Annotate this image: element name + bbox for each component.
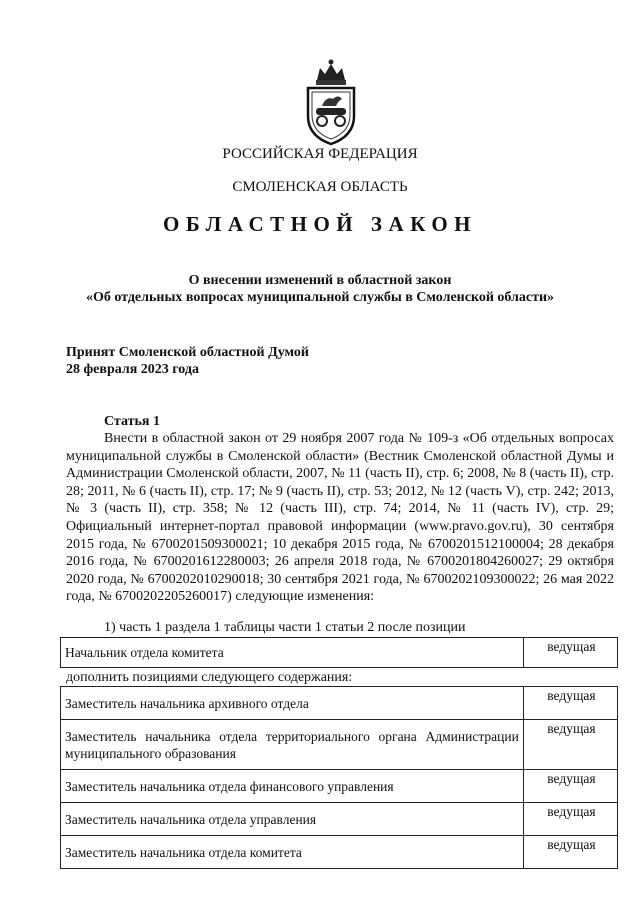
position-level: ведущая <box>523 638 617 668</box>
addition-intro: дополнить позициями следующего содержания: <box>66 670 353 685</box>
smolensk-coat-of-arms-icon <box>300 58 362 148</box>
adopted-date: 28 февраля 2023 года <box>66 362 199 377</box>
position-level: ведущая <box>523 770 617 803</box>
position-name: Заместитель начальника отдела управления <box>61 803 524 836</box>
position-name: Заместитель начальника отдела финансового управления <box>61 770 524 803</box>
article-item-1: 1) часть 1 раздела 1 таблицы части 1 статьи 2 после позиции <box>104 620 466 635</box>
positions-table-existing <box>60 637 618 668</box>
adopted-by: Принят Смоленской областной Думой <box>66 345 309 360</box>
position-name: Начальник отдела комитета <box>61 638 524 668</box>
table-row <box>61 770 618 803</box>
law-title-line-1: О внесении изменений в областной закон <box>188 273 452 288</box>
position-level: ведущая <box>523 836 617 869</box>
position-name: Заместитель начальника архивного отдела <box>61 687 524 720</box>
positions-table-added <box>60 686 618 869</box>
article-body <box>66 430 614 606</box>
position-name: Заместитель начальника отдела комитета <box>61 836 524 869</box>
article-heading: Статья 1 <box>104 414 160 429</box>
region-heading: СМОЛЕНСКАЯ ОБЛАСТЬ <box>232 179 408 195</box>
law-title-line-2: «Об отдельных вопросах муниципальной службы в Смоленской области» <box>85 290 555 305</box>
position-level: ведущая <box>523 803 617 836</box>
table-row <box>61 638 618 668</box>
position-name: Заместитель начальника отдела территориального органа Администрации муниципального образования <box>61 720 524 770</box>
document-type-heading: ОБЛАСТНОЙ ЗАКОН <box>162 212 477 236</box>
table-row <box>61 687 618 720</box>
table-row <box>61 803 618 836</box>
position-level: ведущая <box>523 687 617 720</box>
table-row <box>61 836 618 869</box>
federation-heading: РОССИЙСКАЯ ФЕДЕРАЦИЯ <box>222 146 418 162</box>
position-level: ведущая <box>523 720 617 770</box>
table-row <box>61 720 618 770</box>
article-paragraph: Внести в областной закон от 29 ноября 2007 года № 109-з «Об отдельных вопросах муниципальной службы в Смоленской области» (Вестник Смоленской областной Думы и Администрации Смоленской области, 2007, № 11 (часть II), стр. 6; 2008, № 8 (часть II), стр. 28; 2011, № 6 (часть II), стр. 17; № 9 (часть II), стр. 53; 2012, № 12 (часть V), стр. 242; 2013, № 3 (часть II), стр. 358; № 12 (часть III), стр. 74; 2014, № 11 (часть IV), стр. 29; Официальный интернет-портал правовой информации (www.pravo.gov.ru), 30 сентября 2015 года, № 6700201509300021; 10 декабря 2015 года, № 6700201512100004; 28 декабря 2016 года, № 6700201612280003; 26 апреля 2018 года, № 6700201804260027; 29 октября 2020 года, № 6700202010290018; 30 сентября 2021 года, № 6700202109300022; 26 мая 2022 года, № 6700202205260017) следующие изменения: <box>66 431 614 605</box>
